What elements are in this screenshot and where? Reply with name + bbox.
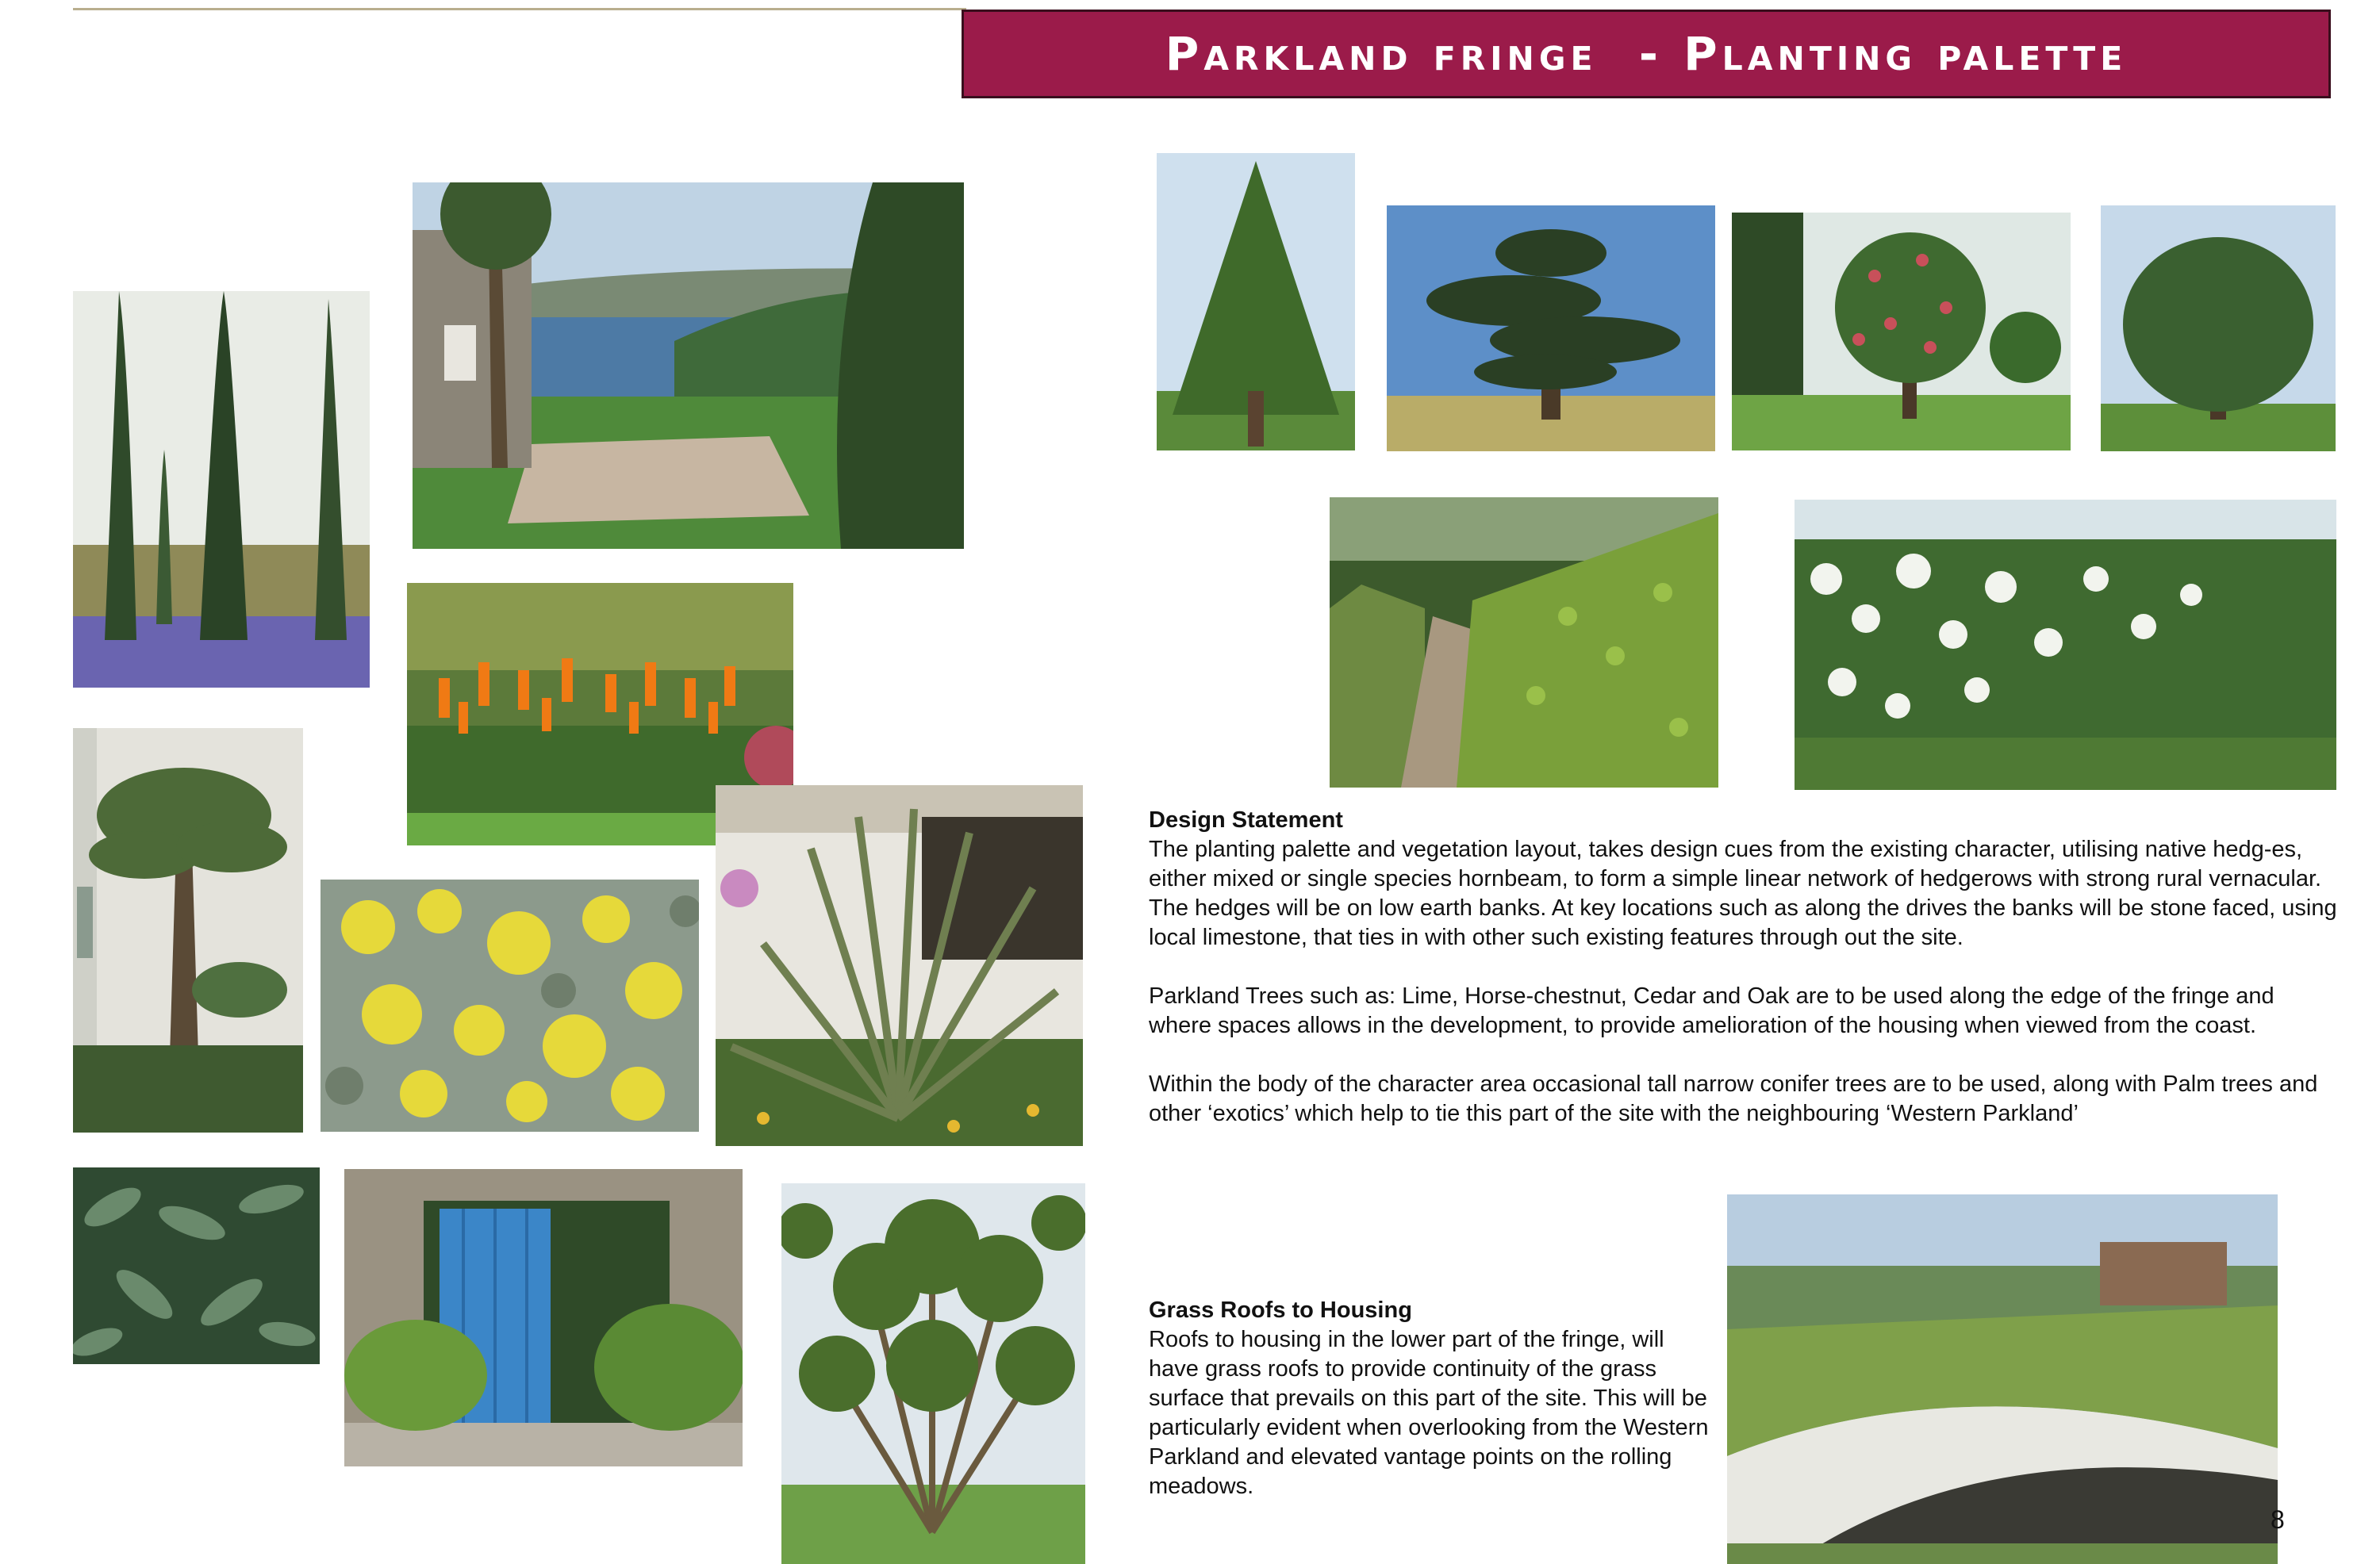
photo-cedar-tree [1387,205,1715,451]
design-statement-heading: Design Statement [1149,807,1343,833]
page-title: Parkland fringe - Planting palette [1165,27,2128,81]
design-statement-paragraph-2: Parkland Trees such as: Lime, Horse-chestnut, Cedar and Oak are to be used along the edge of the fringe and where spaces allows in the development, to provide amelioration of the housing when viewed from the coast. [1149,983,2274,1038]
page-number: 8 [2271,1505,2285,1534]
photo-horse-chestnut [1732,213,2071,450]
photo-coastal-garden [413,182,964,549]
design-statement-paragraph-3: Within the body of the character area occasional tall narrow conifer trees are to be used, along with Palm trees and other ‘exotics’ which help to tie this part of the site with the neighbouring ‘Western Parkland’ [1149,1071,2318,1126]
photo-phormium [716,785,1083,1146]
photo-cypress-trees [73,291,370,688]
top-rule [73,8,966,10]
photo-lime-tree [2101,205,2336,451]
photo-mimosa [321,880,699,1132]
page-title-banner [962,10,2331,98]
grass-roofs-body: Roofs to housing in the lower part of the fringe, will have grass roofs to provide continuity of the grass surface that prevails on this part of the site. This will be particularly evident when overlooking from the Western Parkland and elevated vantage points on the rolling meadows. [1149,1327,1709,1499]
photo-hawthorn-hedgerow [1795,500,2336,790]
photo-grass-roof-house [1727,1194,2278,1564]
photo-beech-hedge [1330,497,1718,788]
photo-tall-conifer [1157,153,1355,450]
design-statement [1149,806,2339,1158]
grass-roofs-section [1149,1296,1720,1531]
photo-blue-door [344,1169,743,1466]
photo-cordyline-trees [781,1183,1085,1564]
design-statement-paragraph-1: The planting palette and vegetation layout, takes design cues from the existing character, utilising native hedg-es, either mixed or single species hornbeam, to form a simple linear network of hedgerows with strong rural vernacular. The hedges will be on low earth banks. At key locations such as along the drives the banks will be stone faced, using local limestone, that ties in with other such existing features through out the site. [1149,837,2337,950]
photo-palm-tree [73,728,303,1133]
photo-pittosporum-leaves [73,1167,320,1364]
grass-roofs-heading: Grass Roofs to Housing [1149,1298,1412,1323]
